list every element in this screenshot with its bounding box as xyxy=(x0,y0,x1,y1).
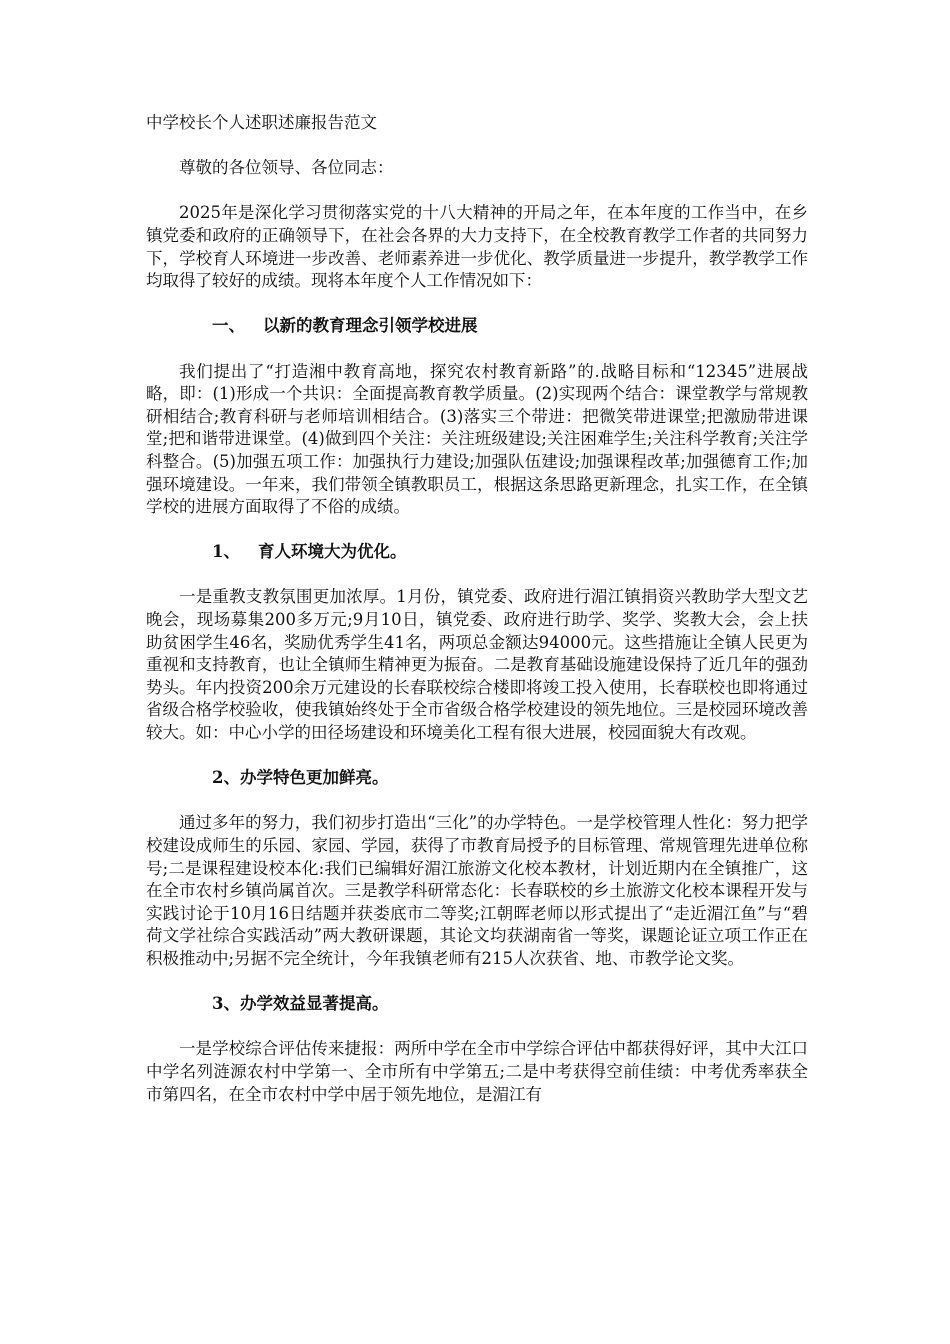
item-number-1: 1、 xyxy=(212,542,240,562)
document-body xyxy=(146,112,808,1129)
item-title-1: 育人环境大为优化。 xyxy=(257,542,407,562)
item-heading-1 xyxy=(146,541,808,564)
section-number-1: 一、 xyxy=(212,316,245,336)
item-2-paragraph: 通过多年的努力，我们初步打造出“三化”的办学特色。一是学校管理人性化：努力把学校建设成师生的乐园、家园、学园，获得了市教育局授予的目标管理、常规管理先进单位称号;二是课程建设校本化:我们已编辑好湄江旅游文化校本教材，计划近期内在全镇推广，这在全市农村乡镇尚属首次。三是教学科研常态化：长春联校的乡土旅游文化校本课程开发与实践讨论于10月16日结题并获娄底市二等奖;江朝晖老师以形式提出了“走近湄江鱼”与“碧荷文学社综合实践活动”两大教研课题，其论文均获湖南省一等奖，课题论证立项工作正在积极推动中;另据不完全统计，今年我镇老师有215人次获省、地、市教学论文奖。 xyxy=(146,813,808,968)
section-title-1: 以新的教育理念引领学校进展 xyxy=(263,316,478,336)
intro-paragraph: 2025年是深化学习贯彻落实党的十八大精神的开局之年，在本年度的工作当中，在乡镇党委和政府的正确领导下，在社会各界的大力支持下，在全校教育教学工作者的共同努力下，学校育人环境进一步改善、老师素养进一步优化、教学质量进一步提升，教学教学工作均取得了较好的成绩。现将本年度个人工作情况如下： xyxy=(146,203,808,291)
item-title-2: 办学特色更加鲜亮。 xyxy=(239,768,389,788)
section-heading-1 xyxy=(146,315,808,338)
item-number-2: 2、 xyxy=(212,768,240,788)
section-1-paragraph: 我们提出了“打造湘中教育高地，探究农村教育新路”的.战略目标和“12345”进展战略，即：(1)形成一个共识：全面提高教育教学质量。(2)实现两个结合：课堂教学与常规教研相结合;教育科研与老师培训相结合。(3)落实三个带进：把微笑带进课堂;把激励带进课堂;把和谐带进课堂。(4)做到四个关注：关注班级建设;关注困难学生;关注科学教育;关注学科整合。(5)加强五项工作：加强执行力建设;加强队伍建设;加强课程改革;加强德育工作;加强环境建设。一年来，我们带领全镇教职员工，根据这条思路更新理念，扎实工作，在全镇学校的进展方面取得了不俗的成绩。 xyxy=(146,361,808,517)
item-1-paragraph: 一是重教支教氛围更加浓厚。1月份，镇党委、政府进行湄江镇捐资兴教助学大型文艺晚会，现场募集200多万元;9月10日，镇党委、政府进行助学、奖学、奖教大会，会上扶助贫困学生46名，奖励优秀学生41名，两项总金额达94000元。这些措施让全镇人民更为重视和支持教育，也让全镇师生精神更为振奋。二是教育基础设施建设保持了近几年的强劲势头。年内投资200余万元建设的长春联校综合楼即将竣工投入使用，长春联校也即将通过省级合格学校验收，使我镇始终处于全市省级合格学校建设的领先地位。三是校园环境改善较大。如：中心小学的田径场建设和环境美化工程有很大进展，校园面貌大有改观。 xyxy=(146,587,808,743)
item-title-3: 办学效益显著提高。 xyxy=(239,994,389,1014)
item-heading-3 xyxy=(146,993,808,1016)
item-number-3: 3、 xyxy=(212,994,240,1014)
item-3-paragraph: 一是学校综合评估传来捷报：两所中学在全市中学综合评估中都获得好评，其中大江口中学名列涟源农村中学第一、全市所有中学第五;二是中考获得空前佳绩：中考优秀率获全市第四名，在全市农村中学中居于领先地位，是湄江有 xyxy=(146,1039,808,1104)
document-title: 中学校长个人述职述廉报告范文 xyxy=(146,113,377,132)
item-heading-2 xyxy=(146,767,808,790)
salutation: 尊敬的各位领导、各位同志： xyxy=(179,158,394,178)
